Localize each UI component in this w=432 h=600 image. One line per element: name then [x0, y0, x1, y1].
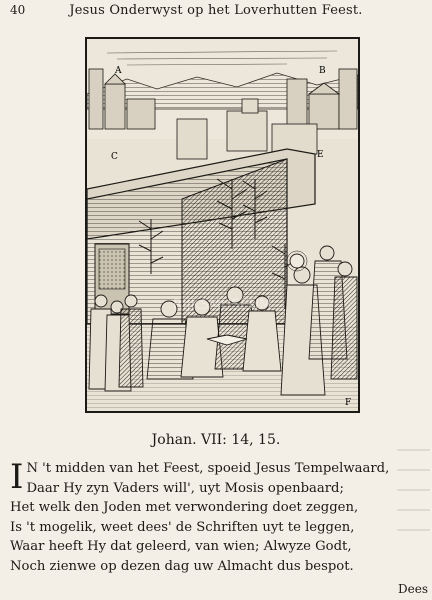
plate-label-e: E: [317, 150, 324, 160]
drop-cap: I: [10, 457, 24, 497]
running-head: Jesus Onderwyst op het Loverhutten Feest.: [69, 3, 363, 18]
verse-line-6: Noch zienwe op dezen dag uw Almacht dus bespot.: [10, 558, 354, 574]
engraving-illustration: [87, 39, 358, 411]
bleed-through-text: [392, 440, 432, 560]
verse-line-1: N 't midden van het Feest, spoeid Jesus Tempelwaard,: [26, 461, 390, 476]
catchword: Dees: [398, 582, 428, 596]
plate-label-c: C: [111, 152, 118, 162]
verse-line-4: Is 't mogelik, weet dees' de Schriften uyt te leggen,: [10, 519, 355, 535]
verse-line-5: Waar heeft Hy dat geleerd, van wien; Alwyze Godt,: [10, 539, 352, 555]
scripture-reference: Johan. VII: 14, 15.: [151, 432, 281, 448]
engraving-plate: [85, 37, 360, 413]
watermark: RIJKSMUSEUM: [172, 297, 272, 313]
plate-label-a: A: [115, 66, 122, 76]
verse-block: [10, 459, 405, 577]
verse-line-3: Het welk den Joden met verwondering doet zeggen,: [10, 500, 359, 516]
plate-label-b: B: [319, 66, 326, 76]
page-number: 40: [10, 3, 26, 17]
verse-line-2: Daar Hy zyn Vaders will', uyt Mosis openbaard;: [26, 480, 344, 496]
plate-label-f: F: [345, 398, 352, 408]
